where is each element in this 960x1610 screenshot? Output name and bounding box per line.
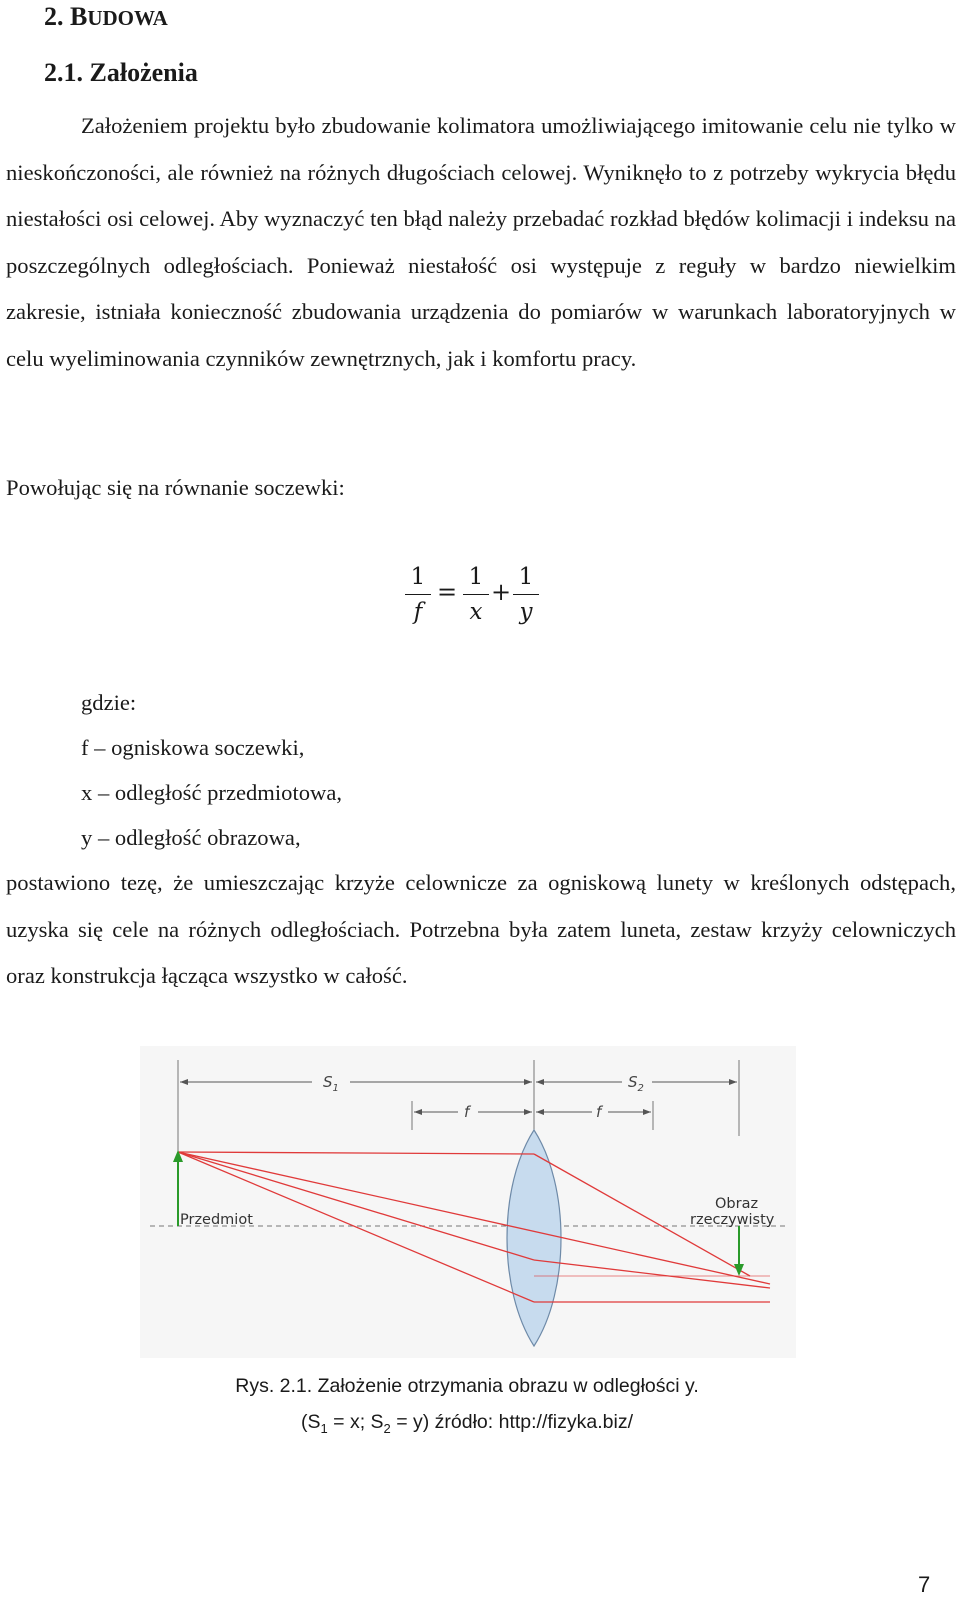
- arrowhead: [524, 1109, 532, 1115]
- denominator: y: [519, 599, 533, 625]
- image-label-line2: rzeczywisty: [690, 1212, 775, 1228]
- lens-diagram: [140, 1046, 796, 1358]
- definition-f: f – ogniskowa soczewki,: [81, 735, 305, 760]
- arrowhead: [729, 1079, 737, 1085]
- page-number: 7: [918, 1572, 931, 1597]
- fraction-1-over-y: [513, 562, 539, 627]
- image-label-line1: Obraz: [715, 1196, 759, 1212]
- f-right-label: f: [596, 1103, 602, 1121]
- numerator: 1: [518, 564, 534, 590]
- arrowhead: [180, 1079, 188, 1085]
- fraction-bar: [513, 594, 539, 595]
- arrowhead: [414, 1109, 422, 1115]
- figure-caption: Rys. 2.1. Założenie otrzymania obrazu w odległości y.: [235, 1375, 699, 1397]
- fraction-bar: [405, 594, 431, 595]
- figure-caption-source: ($S_1 = x$; $S_2 = y$) źródło: http://fizyka.biz/: [300, 1411, 633, 1436]
- arrowhead: [524, 1079, 532, 1085]
- fraction-bar: [463, 594, 489, 595]
- s1-label: $S_1$: [323, 1073, 339, 1094]
- chapter-title-rest: UDOWA: [87, 6, 168, 30]
- chapter-heading: [44, 2, 168, 32]
- chapter-title-initial: B: [70, 2, 88, 31]
- object-label: Przedmiot: [180, 1212, 253, 1228]
- arrowhead: [643, 1109, 651, 1115]
- ray-central: [178, 1152, 770, 1284]
- fraction-1-over-f: [405, 562, 431, 627]
- where-label: gdzie:: [81, 690, 137, 715]
- definition-x: x – odległość przedmiotowa,: [81, 780, 343, 805]
- denominator: x: [469, 599, 483, 625]
- arrowhead: [536, 1079, 544, 1085]
- numerator: 1: [468, 564, 484, 590]
- paragraph-intro: Założeniem projektu było zbudowanie kolimatora umożliwiającego imitowanie celu nie tylko w nieskończoności, ale również na różnych długościach celowej. Wyniknęło to z potrzeby wykrycia błędu niestałości osi celowej. Aby wyznaczyć ten błąd należy przebadać rozkład błędów kolimacji i indeksu na poszczególnych odległościach. Ponieważ niestałość osi występuje z reguły w bardzo niewielkim zakresie, istniała konieczność zbudowania urządzenia do pomiarów w warunkach laboratoryjnych w celu wyeliminowania czynników zewnętrznych, jak i komfortu pracy.: [6, 113, 956, 371]
- equals-sign: =: [437, 578, 458, 606]
- f-left-label: f: [464, 1103, 470, 1121]
- section-heading: 2.1. Założenia: [44, 58, 198, 87]
- image-arrow-icon: [734, 1264, 744, 1276]
- denominator: f: [413, 599, 423, 625]
- plus-sign: +: [491, 578, 512, 606]
- ray-extra-in: [178, 1152, 534, 1260]
- chapter-number: 2.: [44, 2, 70, 31]
- s2-label: $S_2$: [628, 1073, 644, 1094]
- ray-parallel-in: [178, 1152, 534, 1154]
- lens-shape: [507, 1130, 561, 1346]
- lens-equation: [405, 562, 565, 642]
- lens-diagram-figure: [140, 1046, 796, 1358]
- formula-intro: Powołując się na równanie soczewki:: [6, 475, 345, 500]
- paragraph-thesis: postawiono tezę, że umieszczając krzyże celownicze za ogniskową lunety w kreślonych odstępach, uzyska się cele na różnych odległościach. Potrzebna była zatem luneta, zestaw krzyży celowniczych oraz konstrukcja łącząca wszystko w całość.: [6, 870, 956, 988]
- fraction-1-over-x: [463, 562, 489, 627]
- definition-y: y – odległość obrazowa,: [81, 825, 301, 850]
- arrowhead: [536, 1109, 544, 1115]
- numerator: 1: [410, 564, 426, 590]
